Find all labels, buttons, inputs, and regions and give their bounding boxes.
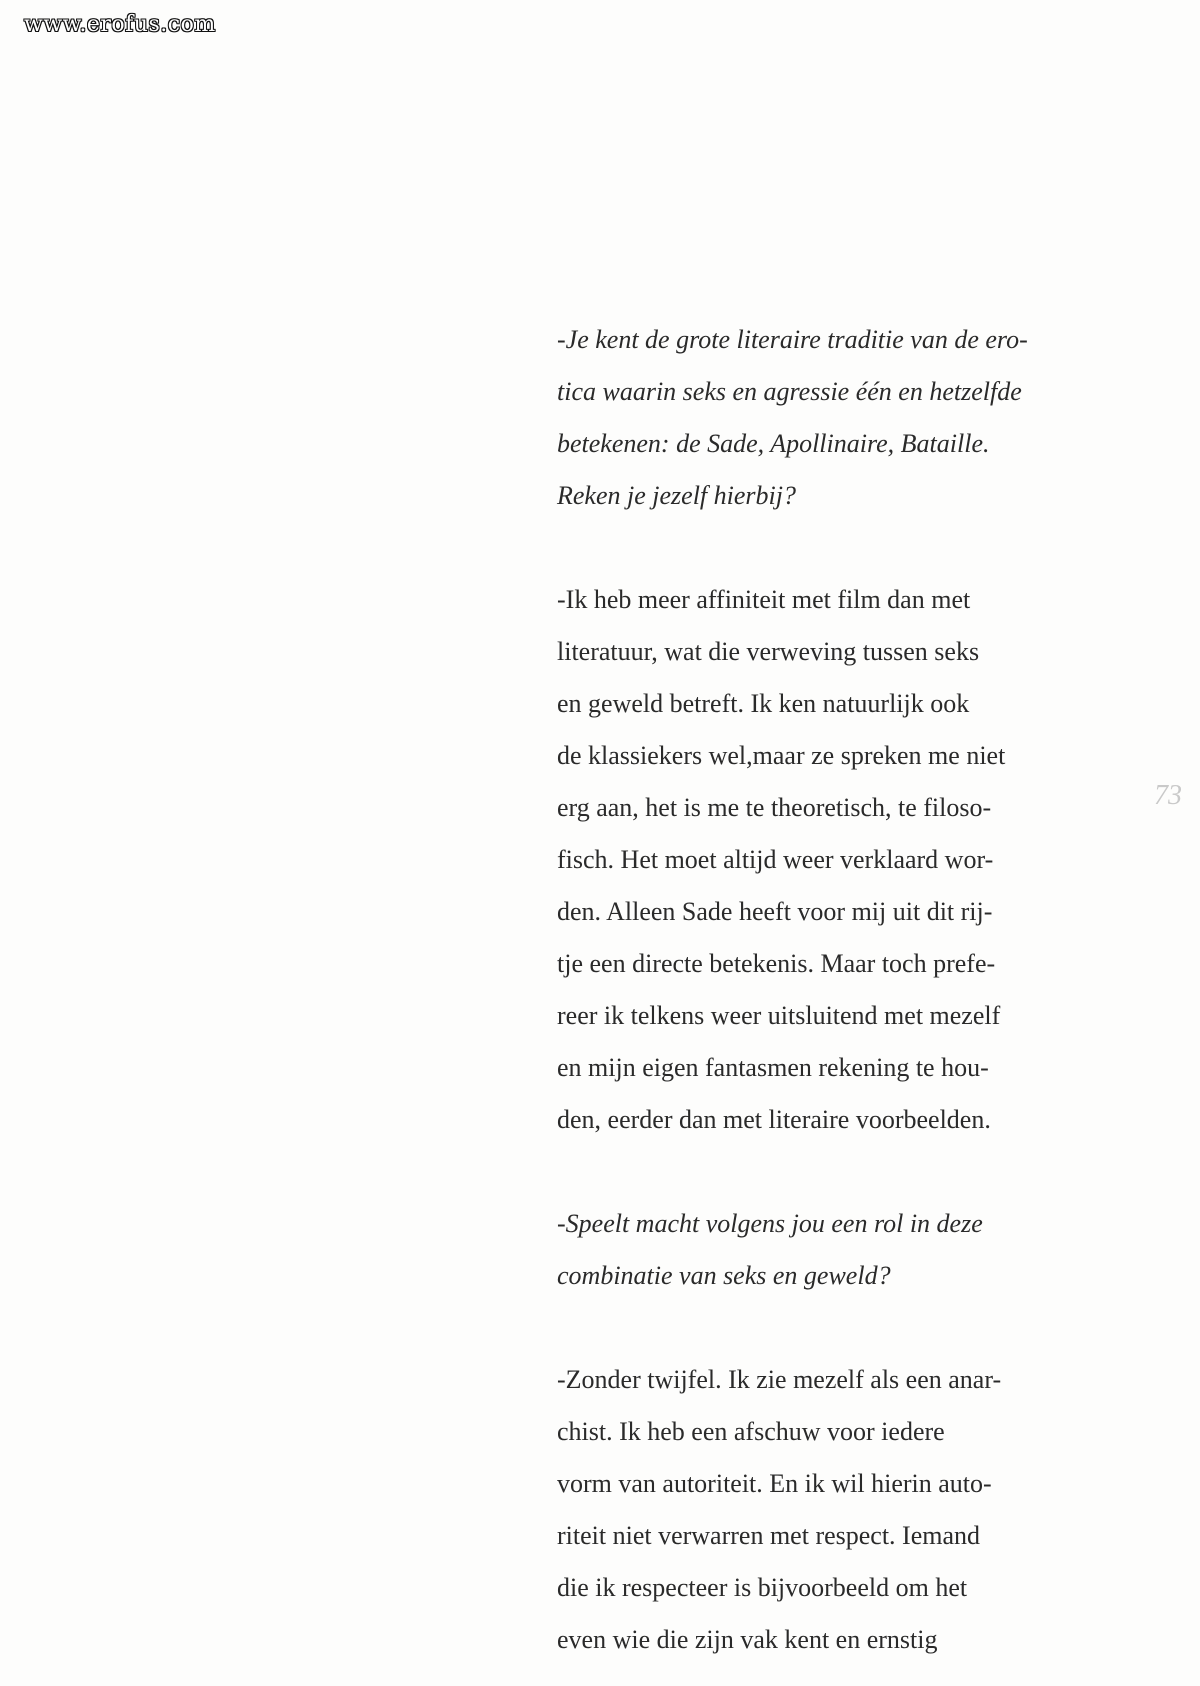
watermark-text: www.erofus.com — [24, 12, 216, 37]
paragraph-gap — [557, 1146, 1077, 1198]
paragraph-gap — [557, 522, 1077, 574]
text-line: en mijn eigen fantasmen rekening te hou- — [557, 1053, 989, 1082]
text-line: reer ik telkens weer uitsluitend met mezelf — [557, 1001, 1001, 1030]
answer-paragraph-1 — [557, 574, 1077, 1146]
page-number: 73 — [1154, 780, 1182, 811]
text-line: even wie die zijn vak kent en ernstig — [557, 1625, 938, 1654]
text-line: de klassiekers wel,maar ze spreken me niet — [557, 741, 1006, 770]
text-line: chist. Ik heb een afschuw voor iedere — [557, 1417, 945, 1446]
question-paragraph-2 — [557, 1198, 1077, 1302]
text-line: die ik respecteer is bijvoorbeeld om het — [557, 1573, 968, 1602]
text-line: combinatie van seks en geweld? — [557, 1261, 891, 1290]
text-line: den. Alleen Sade heeft voor mij uit dit rij- — [557, 897, 993, 926]
text-line: den, eerder dan met literaire voorbeelden. — [557, 1105, 991, 1134]
text-line: tje een directe betekenis. Maar toch prefe- — [557, 949, 996, 978]
answer-paragraph-2 — [557, 1354, 1077, 1666]
text-line: en geweld betreft. Ik ken natuurlijk ook — [557, 689, 970, 718]
text-line: riteit niet verwarren met respect. Iemand — [557, 1521, 981, 1550]
text-line: literatuur, wat die verweving tussen seks — [557, 637, 980, 666]
text-line: vorm van autoriteit. En ik wil hierin auto- — [557, 1469, 992, 1498]
text-line: -Speelt macht volgens jou een rol in deze — [557, 1209, 983, 1238]
text-line: -Je kent de grote literaire traditie van de ero- — [557, 325, 1028, 354]
text-line: -Ik heb meer affiniteit met film dan met — [557, 585, 971, 614]
text-line: fisch. Het moet altijd weer verklaard wor- — [557, 845, 994, 874]
text-line: Reken je jezelf hierbij? — [557, 481, 796, 510]
text-line: erg aan, het is me te theoretisch, te filoso- — [557, 793, 992, 822]
text-line: betekenen: de Sade, Apollinaire, Bataille. — [557, 429, 990, 458]
question-paragraph-1 — [557, 314, 1077, 522]
text-line: tica waarin seks en agressie één en hetzelfde — [557, 377, 1022, 406]
text-column — [557, 314, 1077, 1666]
text-line: -Zonder twijfel. Ik zie mezelf als een anar- — [557, 1365, 1002, 1394]
paragraph-gap — [557, 1302, 1077, 1354]
